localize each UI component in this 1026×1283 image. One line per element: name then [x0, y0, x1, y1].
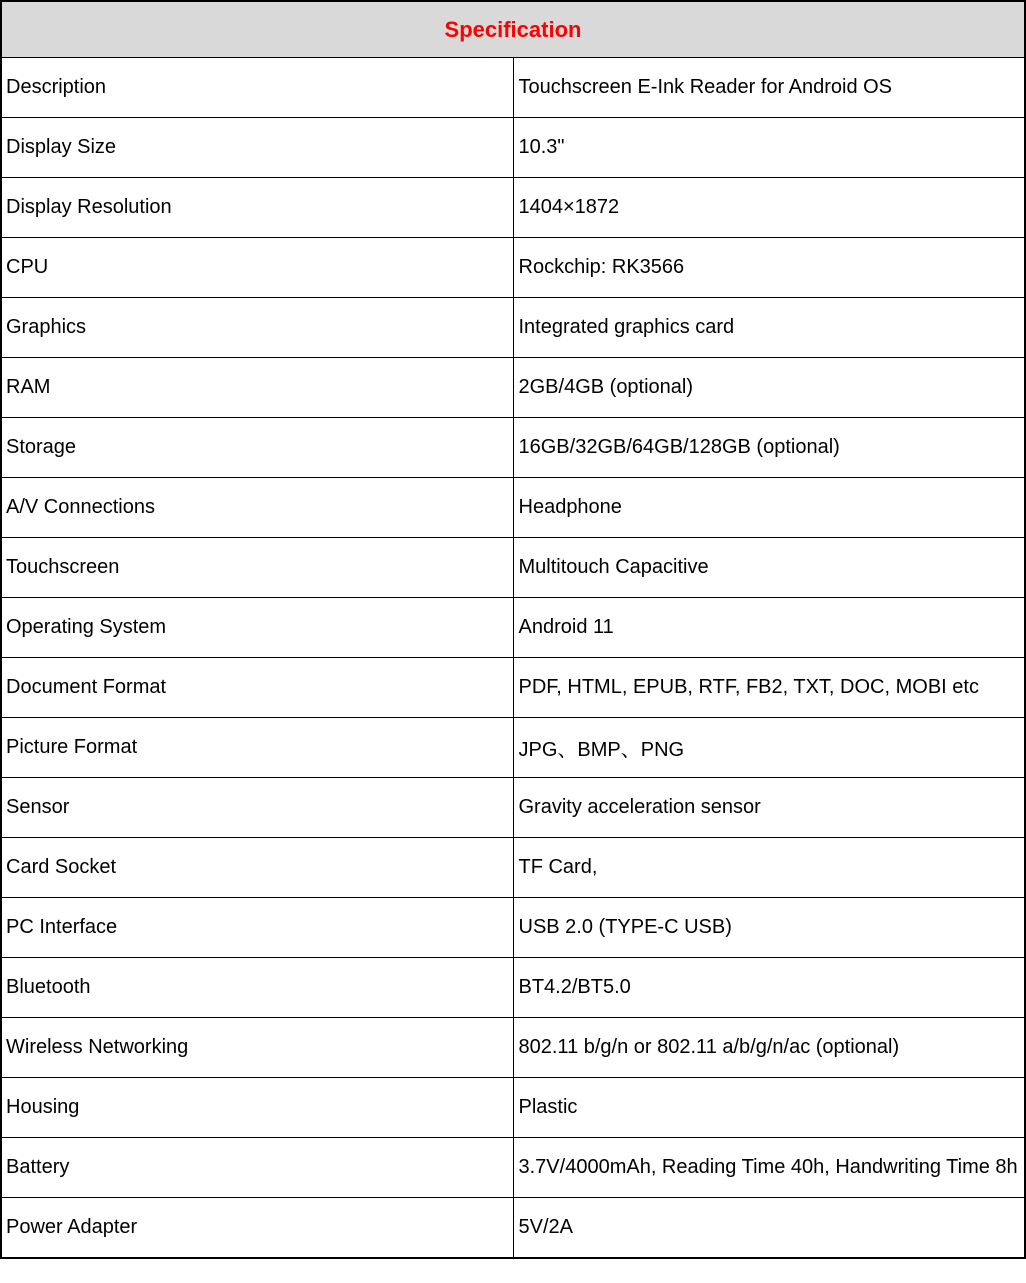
spec-label-cell: Sensor: [1, 778, 513, 838]
table-row: [1, 538, 1025, 598]
table-row: [1, 1198, 1025, 1259]
table-row: [1, 1078, 1025, 1138]
table-row: [1, 1018, 1025, 1078]
spec-value-cell: 1404×1872: [513, 178, 1025, 238]
spec-value-cell: BT4.2/BT5.0: [513, 958, 1025, 1018]
spec-label-cell: Wireless Networking: [1, 1018, 513, 1078]
spec-label-cell: RAM: [1, 358, 513, 418]
spec-value-cell: 3.7V/4000mAh, Reading Time 40h, Handwriting Time 8h: [513, 1138, 1025, 1198]
spec-label-cell: Card Socket: [1, 838, 513, 898]
spec-value-cell: Rockchip: RK3566: [513, 238, 1025, 298]
table-row: [1, 178, 1025, 238]
table-row: [1, 1138, 1025, 1198]
table-row: [1, 718, 1025, 778]
table-row: [1, 478, 1025, 538]
table-header-row: [1, 1, 1025, 58]
spec-value-cell: Gravity acceleration sensor: [513, 778, 1025, 838]
spec-value-cell: JPG、BMP、PNG: [513, 718, 1025, 778]
spec-label-cell: Bluetooth: [1, 958, 513, 1018]
spec-value-cell: Integrated graphics card: [513, 298, 1025, 358]
spec-label-cell: Description: [1, 58, 513, 118]
spec-label-cell: CPU: [1, 238, 513, 298]
spec-label-cell: PC Interface: [1, 898, 513, 958]
spec-value-cell: 10.3": [513, 118, 1025, 178]
spec-label-cell: Power Adapter: [1, 1198, 513, 1259]
table-row: [1, 58, 1025, 118]
table-row: [1, 358, 1025, 418]
spec-label-cell: Housing: [1, 1078, 513, 1138]
table-row: [1, 898, 1025, 958]
spec-label-cell: Touchscreen: [1, 538, 513, 598]
table-title: Specification: [444, 16, 582, 42]
spec-value-cell: Multitouch Capacitive: [513, 538, 1025, 598]
spec-label-cell: Operating System: [1, 598, 513, 658]
spec-label-cell: A/V Connections: [1, 478, 513, 538]
spec-value-cell: Android 11: [513, 598, 1025, 658]
spec-value-cell: 802.11 b/g/n or 802.11 a/b/g/n/ac (optional): [513, 1018, 1025, 1078]
table-row: [1, 418, 1025, 478]
table-row: [1, 658, 1025, 718]
spec-label-cell: Graphics: [1, 298, 513, 358]
spec-value-cell: PDF, HTML, EPUB, RTF, FB2, TXT, DOC, MOBI etc: [513, 658, 1025, 718]
spec-label-cell: Document Format: [1, 658, 513, 718]
spec-value-cell: Headphone: [513, 478, 1025, 538]
table-row: [1, 298, 1025, 358]
table-row: [1, 778, 1025, 838]
table-row: [1, 118, 1025, 178]
spec-label-cell: Storage: [1, 418, 513, 478]
spec-label-cell: Display Size: [1, 118, 513, 178]
spec-value-cell: Touchscreen E-Ink Reader for Android OS: [513, 58, 1025, 118]
spec-value-cell: Plastic: [513, 1078, 1025, 1138]
spec-label-cell: Display Resolution: [1, 178, 513, 238]
table-row: [1, 238, 1025, 298]
spec-value-cell: 2GB/4GB (optional): [513, 358, 1025, 418]
spec-label-cell: Picture Format: [1, 718, 513, 778]
table-row: [1, 838, 1025, 898]
spec-value-cell: USB 2.0 (TYPE-C USB): [513, 898, 1025, 958]
spec-value-cell: TF Card,: [513, 838, 1025, 898]
table-row: [1, 598, 1025, 658]
spec-value-cell: 5V/2A: [513, 1198, 1025, 1259]
table-row: [1, 958, 1025, 1018]
table-title-cell: [1, 1, 1025, 58]
spec-label-cell: Battery: [1, 1138, 513, 1198]
spec-value-cell: 16GB/32GB/64GB/128GB (optional): [513, 418, 1025, 478]
